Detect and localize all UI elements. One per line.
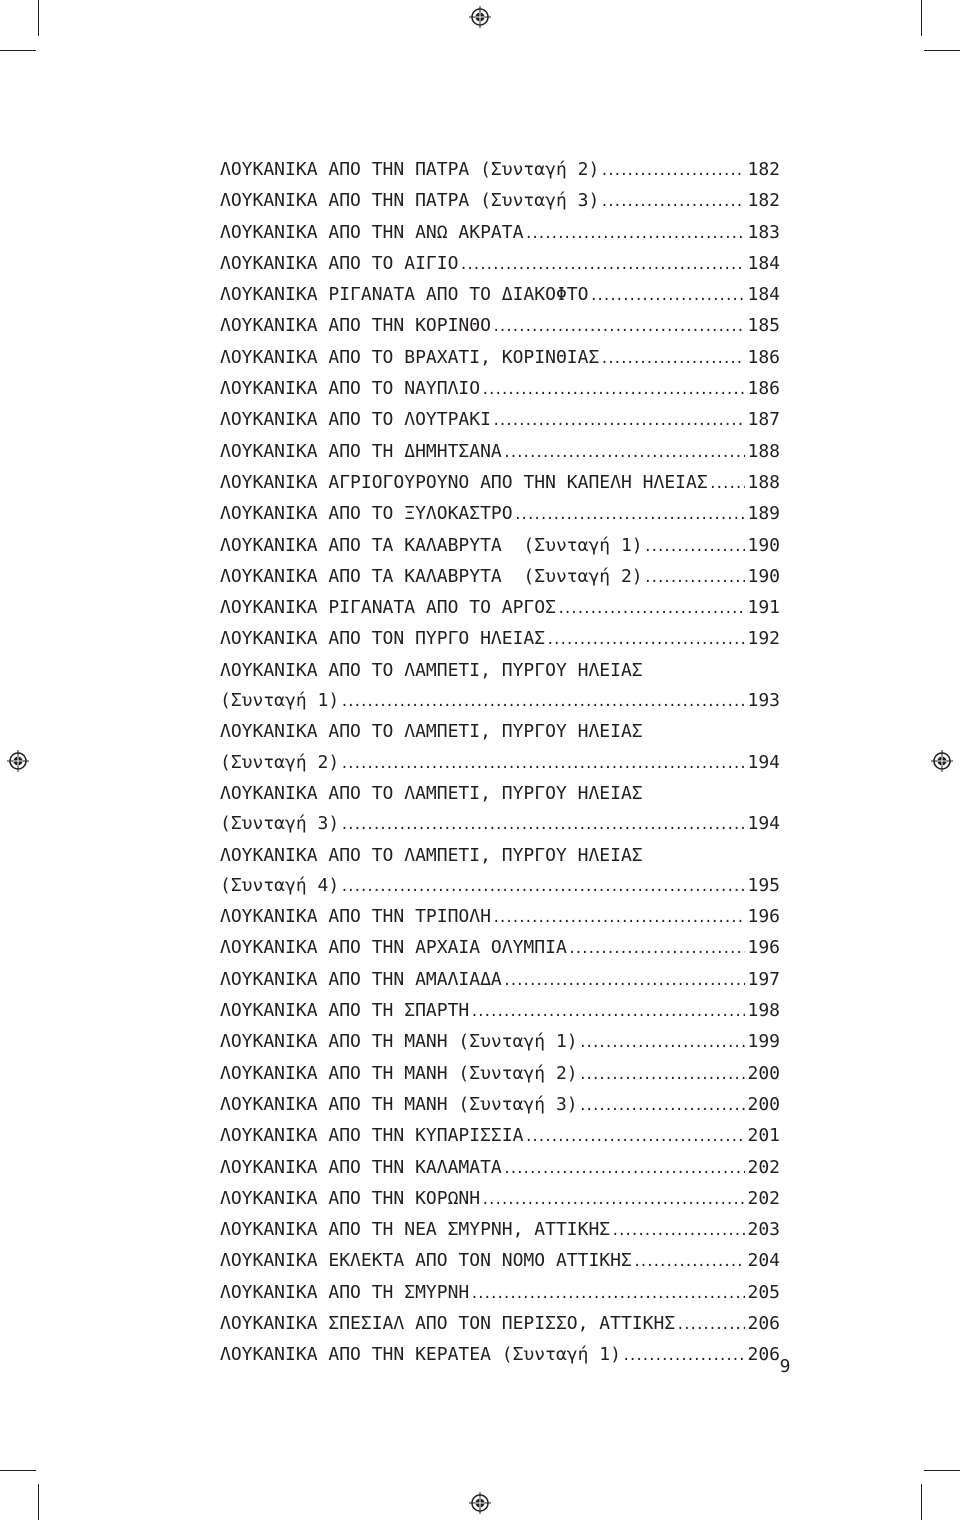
toc-leader-dots <box>568 934 746 964</box>
toc-entry-title: ΛΟΥΚΑΝΙΚΑ ΑΠΟ ΤΑ ΚΑΛΑΒΡΥΤΑ (Συνταγή 2) <box>220 565 643 587</box>
toc-leader-dots <box>524 219 745 249</box>
toc-entry[interactable] <box>220 1059 780 1090</box>
toc-entry-title: ΛΟΥΚΑΝΙΚΑ ΑΠΟ ΤΟ ΒΡΑΧΑΤΙ, ΚΟΡΙΝΘΙΑΣ <box>220 346 600 368</box>
toc-entry-page: 188 <box>747 471 780 493</box>
toc-entry[interactable] <box>220 531 780 562</box>
toc-entry-page: 194 <box>747 751 780 773</box>
toc-leader-dots <box>600 344 745 374</box>
toc-leader-dots <box>492 903 746 933</box>
toc-entry-page: 196 <box>747 906 780 928</box>
toc-entry[interactable] <box>220 717 780 779</box>
crop-mark-bottom-right-h <box>924 1470 960 1471</box>
crop-mark-top-right <box>921 0 922 36</box>
toc-entry-page: 202 <box>747 1187 780 1209</box>
toc-leader-dots <box>340 687 745 717</box>
crop-mark-bottom-left-h <box>0 1470 36 1471</box>
crop-mark-top-left <box>38 0 39 36</box>
toc-leader-dots <box>340 749 745 779</box>
toc-entry-page: 187 <box>747 409 780 431</box>
toc-entry[interactable] <box>220 437 780 468</box>
toc-entry[interactable] <box>220 1278 780 1309</box>
toc-entry-title: ΛΟΥΚΑΝΙΚΑ ΑΠΟ ΤΟ ΛΑΜΠΕΤΙ, ΠΥΡΓΟΥ ΗΛΕΙΑΣ <box>220 721 643 743</box>
toc-leader-dots <box>503 966 746 996</box>
toc-entry-title: ΛΟΥΚΑΝΙΚΑ ΑΠΟ ΤΗΝ ΚΟΡΙΝΘΟ <box>220 315 491 337</box>
toc-entry-title: ΛΟΥΚΑΝΙΚΑ ΑΠΟ ΤΗΝ ΚΥΠΑΡΙΣΣΙΑ <box>220 1125 524 1147</box>
toc-entry-page: 199 <box>747 1031 780 1053</box>
toc-entry-title: ΛΟΥΚΑΝΙΚΑ ΑΠΟ ΤΗΝ ΑΝΩ ΑΚΡΑΤΑ <box>220 221 524 243</box>
toc-entry-page: 186 <box>747 346 780 368</box>
toc-leader-dots <box>600 156 745 186</box>
toc-entry-page: 182 <box>747 190 780 212</box>
toc-entry-title: ΛΟΥΚΑΝΙΚΑ ΑΠΟ ΤΗ ΝΕΑ ΣΜΥΡΝΗ, ΑΤΤΙΚΗΣ <box>220 1219 611 1241</box>
toc-entry-title: ΛΟΥΚΑΝΙΚΑ ΑΠΟ ΤΑ ΚΑΛΑΒΡΥΤΑ (Συνταγή 1) <box>220 534 643 556</box>
toc-entry-page: 182 <box>747 159 780 180</box>
page-number: 9 <box>779 1356 791 1377</box>
registration-mark-right-icon <box>931 750 953 772</box>
toc-entry-title: ΛΟΥΚΑΝΙΚΑ ΑΠΟ ΤΗ ΔΗΜΗΤΣΑΝΑ <box>220 440 502 462</box>
registration-mark-left-icon <box>7 750 29 772</box>
registration-mark-bottom-icon <box>469 1492 491 1514</box>
toc-entry-page: 197 <box>747 968 780 990</box>
toc-entry-title: ΛΟΥΚΑΝΙΚΑ ΑΠΟ ΤΗ ΣΜΥΡΝΗ <box>220 1281 470 1303</box>
toc-leader-dots <box>481 375 745 405</box>
toc-entry-subtitle: (Συνταγή 1) <box>220 690 340 712</box>
toc-entry[interactable] <box>220 499 780 530</box>
toc-entry-page: 186 <box>747 378 780 400</box>
toc-entry-title: ΛΟΥΚΑΝΙΚΑ ΑΠΟ ΤΗ ΜΑΝΗ (Συνταγή 3) <box>220 1093 578 1115</box>
toc-entry[interactable] <box>220 218 780 249</box>
toc-entry-page: 200 <box>747 1093 780 1115</box>
toc-entry-page: 184 <box>747 284 780 306</box>
crop-mark-top-left-h <box>0 50 36 51</box>
toc-entry[interactable] <box>220 155 780 186</box>
toc-entry-page: 196 <box>747 937 780 959</box>
toc-entry[interactable] <box>220 311 780 342</box>
toc-leader-dots <box>492 312 746 342</box>
toc-entry-subtitle: (Συνταγή 4) <box>220 874 340 896</box>
toc-entry-title: ΛΟΥΚΑΝΙΚΑ ΑΠΟ ΤΟ ΛΑΜΠΕΤΙ, ΠΥΡΓΟΥ ΗΛΕΙΑΣ <box>220 844 643 866</box>
toc-entry[interactable] <box>220 1027 780 1058</box>
toc-entry-page: 200 <box>747 1062 780 1084</box>
toc-entry-page: 190 <box>747 534 780 556</box>
toc-entry[interactable] <box>220 1121 780 1152</box>
toc-leader-dots <box>340 872 745 902</box>
toc-entry-page: 206 <box>747 1344 780 1366</box>
toc-entry-page: 194 <box>747 813 780 835</box>
toc-entry-page: 206 <box>747 1312 780 1334</box>
toc-entry[interactable] <box>220 562 780 593</box>
toc-entry-page: 205 <box>747 1281 780 1303</box>
toc-entry[interactable] <box>220 186 780 217</box>
toc-entry-subtitle: (Συνταγή 2) <box>220 751 340 773</box>
toc-entry-title: ΛΟΥΚΑΝΙΚΑ ΑΠΟ ΤΗΝ ΚΟΡΩΝΗ <box>220 1187 481 1209</box>
toc-leader-dots <box>579 1091 746 1121</box>
toc-entry-title: ΛΟΥΚΑΝΙΚΑ ΑΠΟ ΤΗ ΣΠΑΡΤΗ <box>220 1000 470 1022</box>
toc-entry[interactable] <box>220 468 780 499</box>
toc-entry-page: 192 <box>747 628 780 650</box>
toc-leader-dots <box>503 1154 746 1184</box>
toc-entry-page: 188 <box>747 440 780 462</box>
toc-entry[interactable] <box>220 1090 780 1121</box>
toc-entry-page: 185 <box>747 315 780 337</box>
toc-leader-dots <box>633 1247 746 1277</box>
toc-entry[interactable] <box>220 841 780 903</box>
toc-entry[interactable] <box>220 593 780 624</box>
toc-entry-page: 193 <box>747 690 780 712</box>
toc-entry-page: 184 <box>747 252 780 274</box>
toc-entry-page: 201 <box>747 1125 780 1147</box>
toc-leader-dots <box>600 187 745 217</box>
toc-entry-title: ΛΟΥΚΑΝΙΚΑ ΑΓΡΙΟΓΟΥΡΟΥΝΟ ΑΠΟ ΤΗΝ ΚΑΠΕΛΗ ΗΛΕΙΑΣ <box>220 471 708 493</box>
toc-entry[interactable] <box>220 933 780 964</box>
toc-entry[interactable] <box>220 1340 780 1371</box>
toc-entry-title: ΛΟΥΚΑΝΙΚΑ ΑΠΟ ΤΗΝ ΤΡΙΠΟΛΗ <box>220 906 491 928</box>
toc-entry[interactable] <box>220 1153 780 1184</box>
toc-entry[interactable] <box>220 280 780 311</box>
toc-entry-page: 195 <box>747 874 780 896</box>
toc-entry-title: ΛΟΥΚΑΝΙΚΑ ΑΠΟ ΤΗΝ ΑΜΑΛΙΑΔΑ <box>220 968 502 990</box>
toc-entry-page: 183 <box>747 221 780 243</box>
toc-leader-dots <box>492 406 746 436</box>
toc-leader-dots <box>470 997 745 1027</box>
toc-entry-title: ΛΟΥΚΑΝΙΚΑ ΕΚΛΕΚΤΑ ΑΠΟ ΤΟΝ ΝΟΜΟ ΑΤΤΙΚΗΣ <box>220 1250 632 1272</box>
toc-entry-title: ΛΟΥΚΑΝΙΚΑ ΑΠΟ ΤΗΝ ΚΕΡΑΤΕΑ (Συνταγή 1) <box>220 1344 621 1366</box>
toc-entry-title: ΛΟΥΚΑΝΙΚΑ ΣΠΕΣΙΑΛ ΑΠΟ ΤΟΝ ΠΕΡΙΣΣΟ, ΑΤΤΙΚΗΣ <box>220 1312 676 1334</box>
toc-entry-subtitle: (Συνταγή 3) <box>220 813 340 835</box>
toc-entry[interactable] <box>220 996 780 1027</box>
toc-leader-dots <box>589 281 745 311</box>
toc-entry-page: 204 <box>747 1250 780 1272</box>
toc-entry-page: 190 <box>747 565 780 587</box>
toc-entry[interactable] <box>220 1309 780 1340</box>
toc-entry-page: 189 <box>747 503 780 525</box>
toc-entry-title: ΛΟΥΚΑΝΙΚΑ ΑΠΟ ΤΟ ΛΑΜΠΕΤΙ, ΠΥΡΓΟΥ ΗΛΕΙΑΣ <box>220 659 643 681</box>
toc-leader-dots <box>503 438 746 468</box>
toc-leader-dots <box>557 594 746 624</box>
toc-entry-page: 203 <box>747 1219 780 1241</box>
toc-entry-title: ΛΟΥΚΑΝΙΚΑ ΑΠΟ ΤΗΝ ΠΑΤΡΑ (Συνταγή 3) <box>220 190 600 212</box>
toc-leader-dots <box>514 500 746 530</box>
toc-entry[interactable] <box>220 965 780 996</box>
toc-leader-dots <box>340 810 745 840</box>
toc-leader-dots <box>579 1060 746 1090</box>
toc-leader-dots <box>644 563 746 593</box>
crop-mark-top-right-h <box>924 50 960 51</box>
toc-leader-dots <box>676 1310 745 1340</box>
toc-leader-dots <box>579 1028 746 1058</box>
toc-entry-page: 191 <box>747 597 780 619</box>
crop-mark-bottom-left <box>38 1484 39 1520</box>
toc-leader-dots <box>622 1341 746 1371</box>
toc-entry[interactable] <box>220 1215 780 1246</box>
toc-entry-title: ΛΟΥΚΑΝΙΚΑ ΑΠΟ ΤΗΝ ΑΡΧΑΙΑ ΟΛΥΜΠΙΑ <box>220 937 567 959</box>
toc-leader-dots <box>644 532 746 562</box>
toc-entry-title: ΛΟΥΚΑΝΙΚΑ ΑΠΟ ΤΟ ΝΑΥΠΛΙΟ <box>220 378 481 400</box>
toc-leader-dots <box>611 1216 745 1246</box>
toc-entry[interactable] <box>220 405 780 436</box>
toc-leader-dots <box>459 250 745 280</box>
registration-mark-top-icon <box>469 6 491 28</box>
toc-entry-title: ΛΟΥΚΑΝΙΚΑ ΡΙΓΑΝΑΤΑ ΑΠΟ ΤΟ ΑΡΓΟΣ <box>220 597 556 619</box>
toc-leader-dots <box>524 1122 745 1152</box>
toc-entry[interactable] <box>220 343 780 374</box>
toc-entry[interactable] <box>220 779 780 841</box>
toc-entry-title: ΛΟΥΚΑΝΙΚΑ ΑΠΟ ΤΟΝ ΠΥΡΓΟ ΗΛΕΙΑΣ <box>220 628 546 650</box>
toc-entry-title: ΛΟΥΚΑΝΙΚΑ ΑΠΟ ΤΗ ΜΑΝΗ (Συνταγή 2) <box>220 1062 578 1084</box>
toc-entry-title: ΛΟΥΚΑΝΙΚΑ ΑΠΟ ΤΟ ΑΙΓΙΟ <box>220 252 459 274</box>
toc-entry-title: ΛΟΥΚΑΝΙΚΑ ΡΙΓΑΝΑΤΑ ΑΠΟ ΤΟ ΔΙΑΚΟΦΤΟ <box>220 284 589 306</box>
toc-entry-title: ΛΟΥΚΑΝΙΚΑ ΑΠΟ ΤΟ ΞΥΛΟΚΑΣΤΡΟ <box>220 503 513 525</box>
toc-leader-dots <box>470 1279 745 1309</box>
table-of-contents <box>220 155 780 1372</box>
toc-entry[interactable] <box>220 249 780 280</box>
toc-leader-dots <box>546 625 745 655</box>
toc-entry[interactable] <box>220 624 780 655</box>
toc-entry[interactable] <box>220 1246 780 1277</box>
toc-entry-title: ΛΟΥΚΑΝΙΚΑ ΑΠΟ ΤΟ ΛΑΜΠΕΤΙ, ΠΥΡΓΟΥ ΗΛΕΙΑΣ <box>220 782 643 804</box>
toc-entry-page: 198 <box>747 1000 780 1022</box>
toc-entry[interactable] <box>220 656 780 718</box>
crop-mark-bottom-right <box>921 1484 922 1520</box>
toc-leader-dots <box>481 1185 745 1215</box>
toc-entry-title: ΛΟΥΚΑΝΙΚΑ ΑΠΟ ΤΗΝ ΚΑΛΑΜΑΤΑ <box>220 1156 502 1178</box>
toc-entry-title: ΛΟΥΚΑΝΙΚΑ ΑΠΟ ΤΗ ΜΑΝΗ (Συνταγή 1) <box>220 1031 578 1053</box>
toc-entry-page: 202 <box>747 1156 780 1178</box>
toc-entry-title: ΛΟΥΚΑΝΙΚΑ ΑΠΟ ΤΟ ΛΟΥΤΡΑΚΙ <box>220 409 491 431</box>
toc-leader-dots <box>709 469 746 499</box>
toc-entry[interactable] <box>220 1184 780 1215</box>
toc-entry[interactable] <box>220 902 780 933</box>
toc-entry[interactable] <box>220 374 780 405</box>
toc-entry-title: ΛΟΥΚΑΝΙΚΑ ΑΠΟ ΤΗΝ ΠΑΤΡΑ (Συνταγή 2) <box>220 159 600 180</box>
